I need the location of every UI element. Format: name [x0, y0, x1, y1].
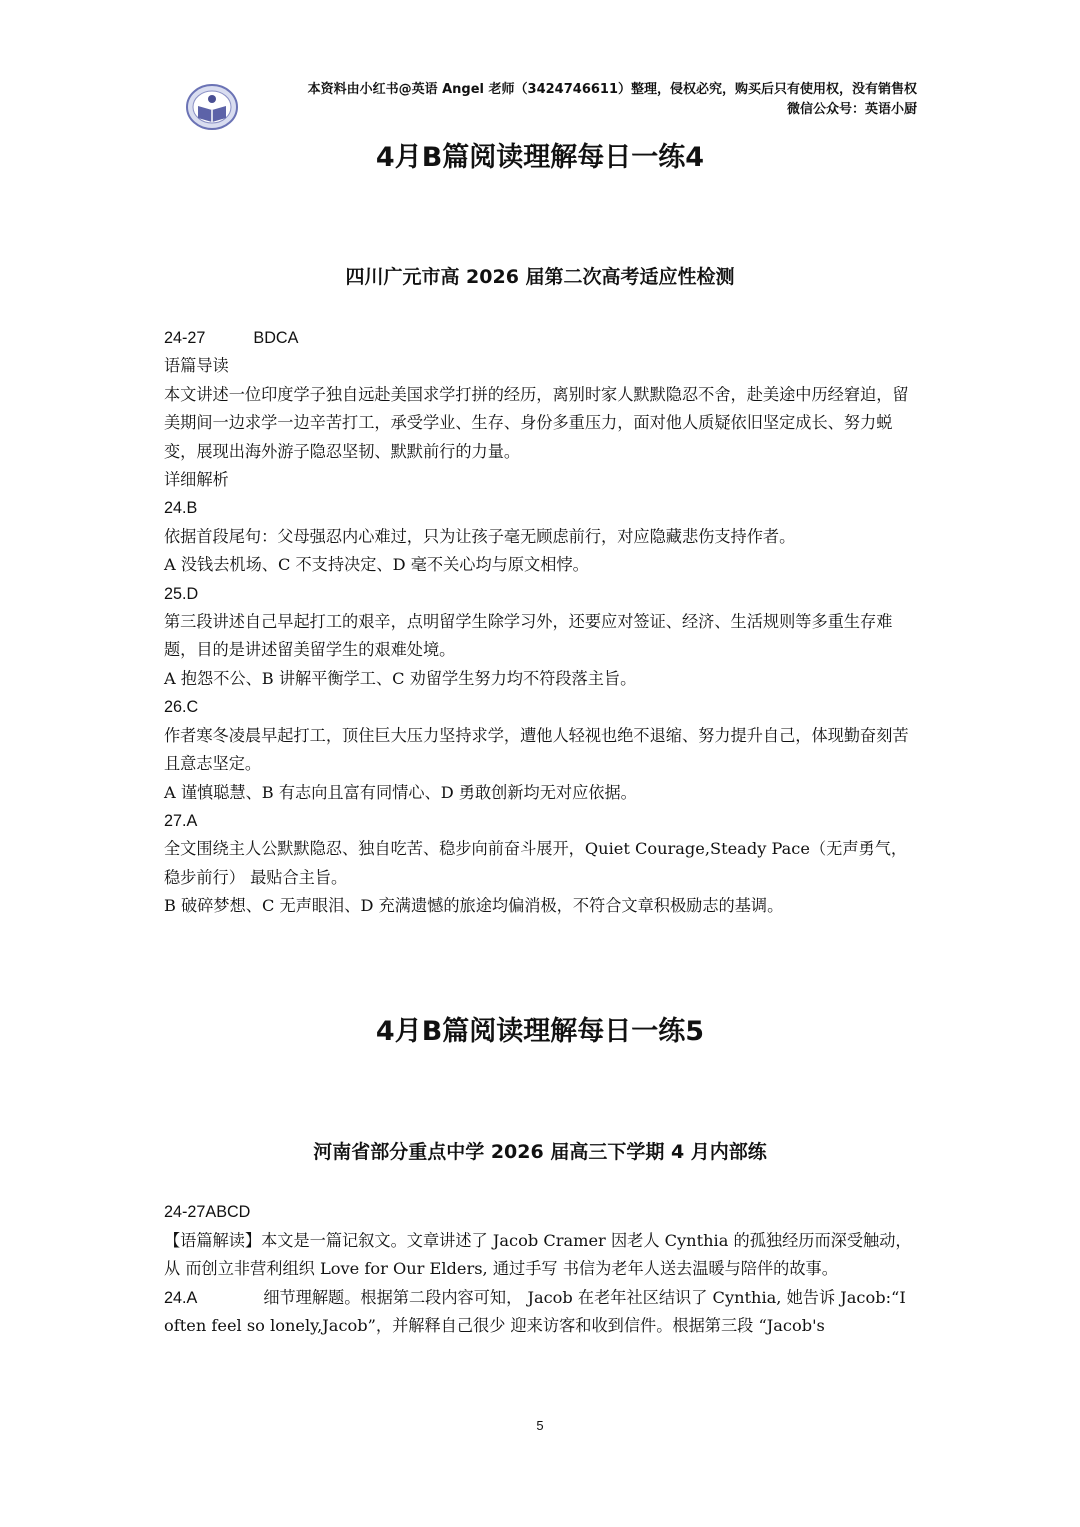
- answer-key-line: [164, 324, 916, 352]
- guide-label: 【语篇解读】: [164, 1230, 262, 1250]
- guide-paragraph: [164, 1227, 916, 1284]
- item-options: A 没钱去机场、C 不支持决定、D 毫不关心均与原文相悖。: [164, 555, 589, 575]
- answer-letters: BDCA: [253, 329, 299, 347]
- guide-text: 本文讲述一位印度学子独自远赴美国求学打拼的经历，离别时家人默默隐忍不舍，赴美途中历经窘迫，留美期间一边求学一边辛苦打工，承受学业、生存、身份多重压力，面对他人质疑依旧坚定成长、努力蜕变，展现出海外游子隐忍坚韧、默默前行的力量。: [164, 384, 909, 461]
- item-number: 27.A: [164, 811, 198, 830]
- item-explanation: 依据首段尾句：父母强忍内心难过，只为让孩子毫无顾虑前行，对应隐藏悲伤支持作者。: [164, 526, 796, 546]
- item-options: A 抱怨不公、B 讲解平衡学工、C 劝留学生努力均不符段落主旨。: [164, 668, 637, 688]
- item-text: 细节理解题。根据第二段内容可知， Jacob 在老年社区结识了 Cynthia, 她告诉 Jacob:“I: [263, 1287, 906, 1307]
- item-explanation: 全文围绕主人公默默隐忍、独自吃苦、稳步向前奋斗展开，Quiet Courage,Steady Pace（无声勇气，稳步前行） 最贴合主旨。: [164, 839, 908, 887]
- guide-heading: 语篇导读: [164, 356, 229, 376]
- item-explanation: 作者寒冬凌晨早起打工，顶住巨大压力坚持求学，遭他人轻视也绝不退缩、努力提升自己，体现勤奋刻苦且意志坚定。: [164, 725, 909, 774]
- detail-heading: 详细解析: [164, 470, 229, 490]
- page-number: 5: [536, 1418, 544, 1433]
- item-number: 24.A: [164, 1288, 198, 1307]
- section1-subtitle: 四川广元市高 2026 届第二次高考适应性检测: [345, 266, 735, 288]
- item-number: 24.B: [164, 499, 198, 518]
- item-continuation: often feel so lonely,Jacob”，并解释自己很少 迎来访客和收到信件。根据第三段 “Jacob's: [164, 1316, 825, 1335]
- item-explanation: 第三段讲述自己早起打工的艰辛，点明留学生除学习外，还要应对签证、经济、生活规则等多重生存难题，目的是讲述留美留学生的艰难处境。: [164, 612, 893, 660]
- copyright-line: 本资料由小红书@英语 Angel 老师（3424746611）整理，侵权必究，购买后只有使用权，没有销售权: [307, 82, 917, 97]
- guide-text: 本文是一篇记叙文。文章讲述了 Jacob Cramer 因老人 Cynthia 的孤独经历而深受触动，从 而创立非营利组织 Love for Our Elders, 通过手写 书信为老年人送去温暖与陪伴的故事。: [164, 1230, 912, 1278]
- section2-subtitle: 河南省部分重点中学 2026 届高三下学期 4 月内部练: [313, 1141, 767, 1163]
- section2-title: 4月B篇阅读理解每日一练5: [375, 1016, 705, 1047]
- item-number: 26.C: [164, 698, 199, 717]
- item-explanation: [164, 1284, 916, 1313]
- answer-range: 24-27: [164, 329, 206, 347]
- section2-body: [164, 1198, 916, 1341]
- section1-title: 4月B篇阅读理解每日一练4: [375, 142, 705, 173]
- wechat-line: 微信公众号：英语小厨: [786, 102, 917, 117]
- answer-key-line: 24-27ABCD: [164, 1203, 251, 1221]
- section1-body: [164, 324, 916, 921]
- item-number: 25.D: [164, 584, 199, 603]
- item-options: B 破碎梦想、C 无声眼泪、D 充满遗憾的旅途均偏消极，不符合文章积极励志的基调。: [164, 896, 784, 916]
- copyright-header: [308, 80, 917, 120]
- school-book-emblem-icon: [186, 84, 238, 130]
- item-options: A 谨慎聪慧、B 有志向且富有同情心、D 勇敢创新均无对应依据。: [164, 782, 637, 802]
